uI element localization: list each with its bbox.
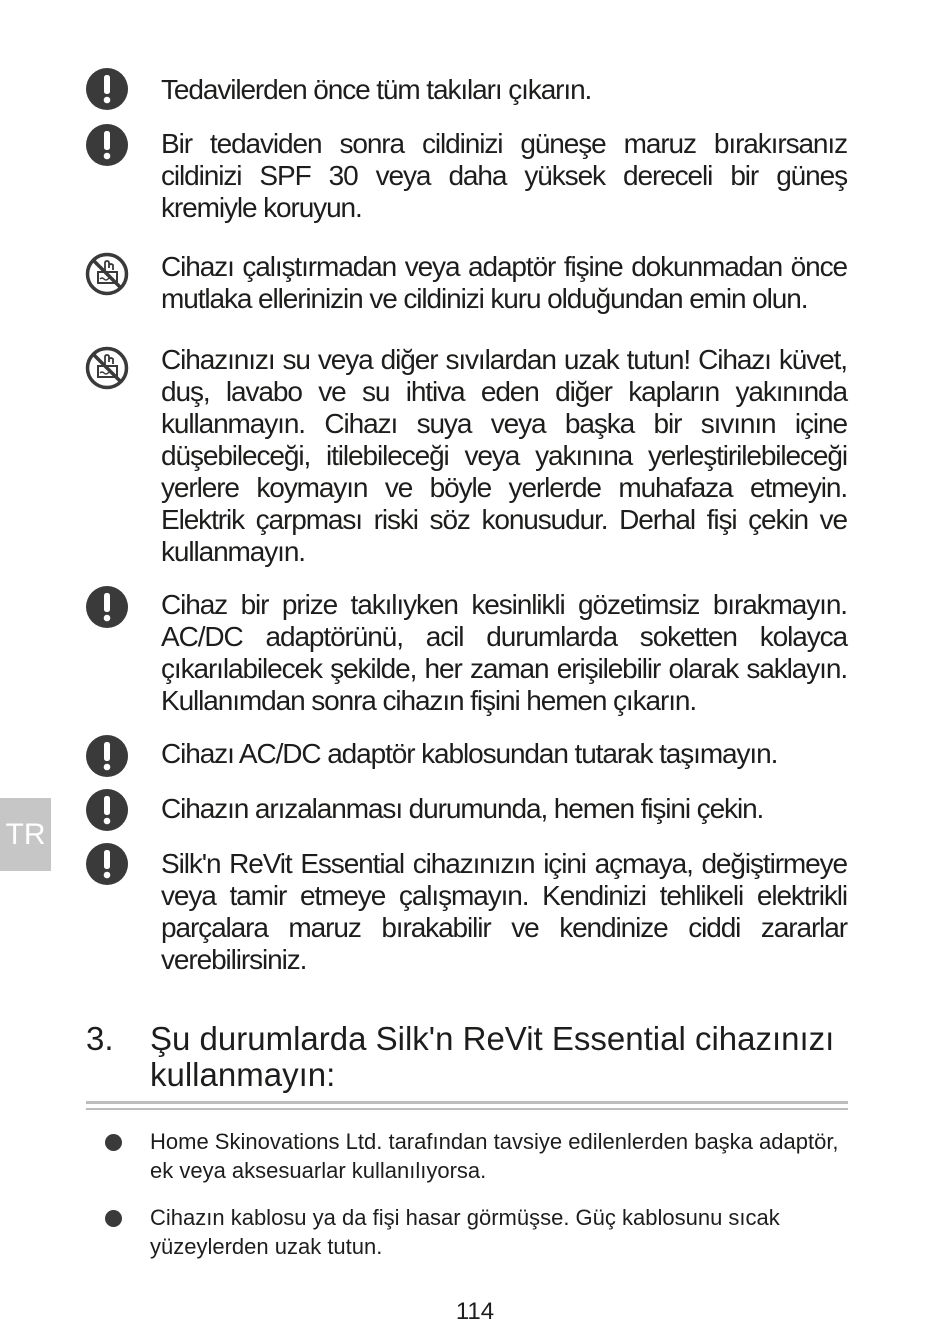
bullet-icon	[105, 1210, 122, 1227]
warning-text: Cihazın arızalanması durumunda, hemen fişini çekin.	[161, 793, 764, 824]
page-number: 114	[455, 1298, 495, 1325]
exclamation-icon	[85, 788, 129, 832]
warning-text: Silk'n ReVit Essential cihazınızın içini açmaya, değiştirmeye veya tamir etmeye çalışmayın. Kendinizi tehlikeli elektrikli parçalara maruz bırakabilir ve kendinize ciddi zararlar verebilirsiniz.	[161, 848, 847, 975]
section-title: Şu durumlarda Silk'n ReVit Essential cihazınızı kullanmayın:	[150, 1020, 835, 1093]
warning-text: Cihazı çalıştırmadan veya adaptör fişine dokunmadan önce mutlaka ellerinizin ve cildinizi kuru olduğundan emin olun.	[161, 251, 847, 314]
warning-text: Bir tedaviden sonra cildinizi güneşe maruz bırakırsanız cildinizi SPF 30 veya daha yüksek dereceli bir güneş kremiyle koruyun.	[161, 128, 847, 223]
warning-text: Tedavilerden önce tüm takıları çıkarın.	[161, 74, 592, 105]
no-wet-hands-icon	[85, 252, 129, 296]
list-item-text: Home Skinovations Ltd. tarafından tavsiye edilenlerden başka adaptör, ek veya aksesuarlar kullanılıyorsa.	[150, 1129, 839, 1183]
warning-text: Cihazı AC/DC adaptör kablosundan tutarak taşımayın.	[161, 738, 778, 769]
section-divider	[86, 1101, 848, 1104]
bullet-icon	[105, 1134, 122, 1151]
exclamation-icon	[85, 123, 129, 167]
section-number: 3.	[86, 1020, 114, 1057]
exclamation-icon	[85, 842, 129, 886]
language-tab: TR	[0, 798, 51, 871]
warning-text: Cihaz bir prize takılıyken kesinlikli gözetimsiz bırakmayın. AC/DC adaptörünü, acil durumlarda soketten kolayca çıkarılabilecek şekilde, her zaman erişilebilir olarak saklayın. Kullanımdan sonra cihazın fişini hemen çıkarın.	[161, 589, 847, 716]
list-item-text: Cihazın kablosu ya da fişi hasar görmüşse. Güç kablosunu sıcak yüzeylerden uzak tutun.	[150, 1205, 780, 1259]
exclamation-icon	[85, 67, 129, 111]
warning-text: Cihazınızı su veya diğer sıvılardan uzak tutun! Cihazı küvet, duş, lavabo ve su ihtiva eden diğer kapların yakınında kullanmayın. Cihazı suya veya başka bir sıvının içine düşebileceği, itilebileceği veya yakınına yerleştirilebileceği yerlere koymayın ve böyle yerlerde muhafaza etmeyin. Elektrik çarpması riski söz konusudur. Derhal fişi çekin ve kullanmayın.	[161, 344, 847, 567]
exclamation-icon	[85, 585, 129, 629]
section-divider	[86, 1108, 848, 1110]
exclamation-icon	[85, 734, 129, 778]
no-water-icon	[85, 346, 129, 390]
